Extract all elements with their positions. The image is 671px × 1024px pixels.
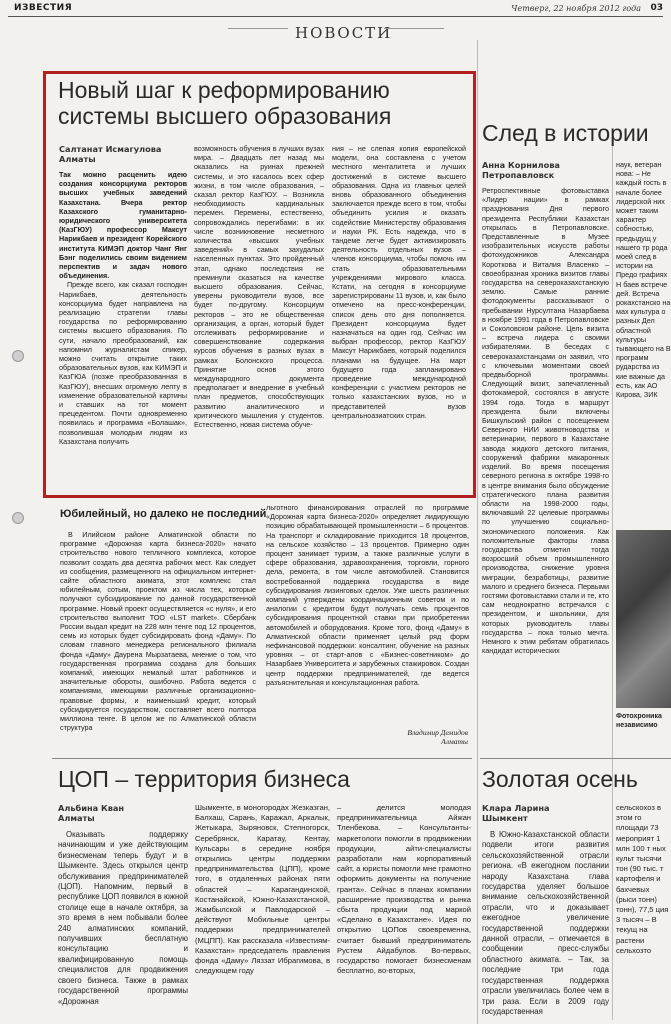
side-article-2-title: Золотая осень (482, 766, 638, 792)
article-3-title: ЦОП – территория бизнеса (58, 766, 350, 792)
issue-date: Четверг, 22 ноября 2012 года (511, 4, 641, 13)
author-city: Шымкент (482, 813, 528, 823)
section-divider (480, 758, 671, 759)
edge-column-1 (616, 160, 671, 522)
section-rule-right (384, 28, 444, 29)
article-paragraph: наук, ветеран нова: – Не каждый гость в начале более лидерской них может таким характер собностью, предыдущ у нашего тр рода моей след в истории на Предо графиях Н баев встрече дей. Встреча рокахстанско на мах культура о разных Дел областной культуры тывающего на В программ рударства из кие важные да есть, как АО Кирова, ЗИК (616, 160, 671, 400)
article-2-col-2 (266, 503, 469, 723)
author-name: Анна Корнилова (482, 160, 560, 170)
author-city: Петропавловск (482, 170, 555, 180)
side-article-2-body (482, 830, 609, 1024)
article-3-col-3 (337, 803, 471, 1024)
binder-hole (12, 350, 24, 362)
article-paragraph: Ретроспективные фотовыставка «Лидер нации» в рамках празднования Дня первого президента Республики Казахстан открылась в Петропавловске. Представленные в Музее изобразительных искусств работы фотохудожников Александра Короткова и Виталия Власенко – своеобразная хроника визитов главы государства на североказахстанскую землю. Самые ранние фотодокументы рассказывают о пребывании Нурсултана Назарбаева в ноябре 1991 года в Петропавловске и Соколовском районе. Цель визита – встреча лидера с своими избирателями. В беседах с североказахстанцами он заявил, что с ключевыми моментами своей предвыборной программы. Следующий визит, запечатленный фотокамерой, состоялся в августе 1994 года. Тогда в маршрут президента были включены Бишкульский район с посещением Северного НИИ животноводства и ветеринарии, первого в Казахстане завода жидкого детского питания, сооружений фабрики макаронных изделий. Во время посещения северного региона в октябре 1998-го в центре внимания было обсуждение стратегического плана развития области на 1998-2000 годы, включавший 22 целевые программы по улучшению социально-экономического положения. Как положительные факторы глава государства отметил тогда возросший объем промышленного производства, снижение уровня миграции, безработицы, развитие малого и среднего бизнеса. Первыми гостями фотовыставки стали и те, кто сам неоднократно встречался с президентом, и школьники, для которых руководитель главы государства – пока только мечта. Немного к этим ребятам обратилась кандидат исторических (482, 186, 609, 656)
article-2-col-1 (60, 530, 256, 754)
masthead: ИЗВЕСТИЯ (14, 3, 73, 13)
signature-city: Алматы (441, 737, 468, 746)
article-paragraph: льготного финансирования отраслей по программе «Дорожная карта бизнеса-2020» определяет лидирующую позицию обрабатывающей промышленности – 6 процентов. На транспорт и складирование приходится 18 процентов, на сельское хозяйство – 13 процентов. Примерно один процент занимает туризм, а также различные услуги в сфере образования, здравоохранения, торговли, горного дела, ремонта, в том числе автомобилей. Становится востребованной поддержка государства в виде субсидирования лизинговых сделок. Уже шесть различных компаний утверждены координационным советом и по аналогии с кредитом будут получать семь процентов субсидирования процентной ставки при приобретении автомобилей и оборудования. Кроме того, фонд «Даму» в Алматинской области применяет целый ряд форм нефинансовой поддержки: консалтинг, обучение на разных уровнях – от старт-апов с «Бизнес-советником» до Назарбаев Университета и зарубежных стажировок. Создан центр поддержки предпринимателей, где ведется разъяснительная и консультационная работа. (266, 503, 469, 687)
article-paragraph: Прежде всего, как сказал господин Нарикбаев, деятельность консорциума будет направлена на реализацию стратегии главы государства по реформированию системы высшего образования. По сути, начало преобразований, как напомнил журналистам спикер, можно считать открытие таких образовательных вузов, как КИМЭП и КазГЮА (позже преобразованная в КазГЮУ), внесших огромную лепту в изменение образовательной картины и ставших на тот момент прецедентом. Почти одновременно появилась и программа «Болашак», позволившая молодым людям из Казахстана получить (59, 280, 187, 446)
author-name: Клара Ларина (482, 803, 550, 813)
main-article-col-2 (194, 144, 324, 490)
author-name: Салтанат Исмагулова (59, 144, 162, 154)
photo-caption: Фотохроника независимо (616, 713, 662, 729)
article-paragraph: В Илийском районе Алматинской области по программе «Дорожная карта бизнеса-2020» начато строительство нового тепличного комплекса, которое позволит создать два десятка рабочих мест. Как следует из сообщения, размещенного на официальном интернет-сайте областного акимата, этот комплекс стал юбилейным, сотым, проектом из числа тех, которые получают субсидирование по данной государственной программе. Новый проект осуществляется «с нуля», и его строительство выполнит ТОО «LST market». Сбербанк России выдал кредит на 228 млн тенге под 12 процентов, семь из которых будет субсидировать фонд «Даму». По словам главного менеджера регионального филиала фонда «Даму» Даурена Мырзатаева, мнение о том, что государственная программа создана для больших компаний, имеющих немалый штат работников и значительные обороты, ошибочно. Работа ведется с компаниями, имеющими различные организационно-правовые формы, и наименьший кредит, который субсидируется государством, составляет всего полтора миллиона тенге. В целом же по Алматинской области структура (60, 530, 256, 733)
article-paragraph: сельскохоз в этом го площади 73 мероприят 1 млн 100 т ных культ тысячи тон (90 тыс. т картофеля и бахчевых (рыси тонн) тонн), 77,5 ция 3 тысяч – В текущ на растени сельхозто (616, 803, 669, 955)
article-paragraph: ния – не слепая копия европейской модели, она составлена с учетом местного менталитета и лучших достижений в системе высшего образования. Одна из главных целей вновь образованного объединения заключается прежде всего в том, чтобы объединить усилия и оказать содействие Министерству образования и науки РК. Есть надежда, что в тандеме легче будет активизировать деятельность отдельных вузов – членов консорциума, чтобы помочь им стать образовательными учреждениями мирового класса. Кстати, на сегодня в консорциуме зарегистрированы 11 вузов, и, как было отмечено на пресс-конференции, список день ото дня пополняется. Президент консорциума будет назначаться на один год. Сейчас им выбран профессор, ректор КазГЮУ Максут Нарикбаев, который поделился планами на будущее. На март будущего года запланировано проведение международной конференции с участием ректоров не только казахстанских вузов, но и представителей вузов центральноазиатских стран. (332, 144, 466, 420)
article-paragraph: В Южно-Казахстанской области подвели итоги развития сельскохозяйственной отрасли региона. «В ежегодном послании народу Казахстана глава государства уделяет большое внимание сельскохозяйственной отрасли, что и доказывает ежегодное увеличение государственной поддержки данной отрасли, – отмечается в сообщении пресс-службы областного акимата. – Так, за последние три года государственная поддержка отрасли увеличилась более чем в три раза. Если в 2009 году государственная (482, 830, 609, 1016)
article-2-headline: Юбилейный, но далеко не последний (60, 508, 267, 520)
main-article-byline (59, 144, 187, 164)
article-2-signature (330, 728, 468, 746)
page-header (8, 3, 663, 17)
news-photo (616, 530, 671, 708)
author-city: Алматы (58, 813, 95, 823)
article-lead: Так можно расценить идею создания консорциума ректоров высших учебных заведений Казахстана. Вчера ректор Казахского гуманитарно-юридического университета (КазГЮУ) профессор Максут Нарикбаев и президент Корейского института КИМЭП доктор Чанг Янг Бэнг поделились своим видением перспектив и задач нового объединения. (59, 170, 187, 281)
article-paragraph: Шымкенте, в моногородах Жезказган, Балхаш, Сарань, Каражал, Аркалык, Жетыкара, Зыряновск, Степногорск, Серебрянск, Каратау, Кентау, Кульсары в середине ноября открылись центры поддержки предпринимательства (ЦПП), кроме того, в отдаленных районах пяти областей – Карагандинской, Костанайской, Южно-Казахстанской, Жамбылской и Павлодарской – действуют Мобильные центры поддержки предпринимателей (МЦПП). Как рассказала «Известиям-Казахстан» председатель правления фонда «Даму» Ляззат Ибрагимова, в следующем году (195, 803, 330, 976)
signature-name: Владимир Демидов (407, 728, 468, 737)
author-city: Алматы (59, 154, 96, 164)
edge-column-2 (616, 803, 671, 1024)
side-article-1-byline (482, 160, 607, 180)
article-3-byline (58, 803, 188, 823)
article-paragraph: Оказывать поддержку начинающим и уже действующим бизнесменам теперь будут и в Шымкенте. Здесь открылся центр обслуживания предпринимателей (ЦОП). Напомним, первый в республике ЦОП появился в южной столице еще в начале октября, за это время в нем побывали более 240 алматинских компаний, получивших бесплатную консультацию и квалифицированную помощь специалистов для продвижения своего бизнеса. Также в рамках государственной программы «Дорожная (58, 830, 188, 1006)
side-article-1-body (482, 186, 609, 752)
section-rule-left (228, 28, 288, 29)
author-name: Альбина Кван (58, 803, 125, 813)
binder-hole (12, 512, 24, 524)
column-divider (612, 140, 613, 1020)
main-article-title: Новый шаг к реформированию системы высшего образования (58, 77, 392, 129)
article-3-col-1 (58, 830, 188, 1024)
page-number: 03 (650, 3, 663, 13)
main-article-col-1 (59, 170, 187, 490)
main-article-col-3 (332, 144, 466, 490)
article-paragraph: – делится молодая предпринимательница Айжан Тленбекова. – Консультанты-маркетологи помогли в продвижении продукции, айти-специалисты разработали нам корпоративный сайт, а юристы помогли мне грамотно оформить документы на получение гранта». Сейчас в планах компании расширение производства и рынка сбыта продукции под маркой «Сделано в Казахстане». Идея по открытию ЦОПов своевременна, считает бывший предприниматель Рустем Айдабулов. Во-первых, государство помогает бизнесменам бесплатно, во-вторых, (337, 803, 471, 976)
side-article-2-byline (482, 803, 607, 823)
side-article-1-title: След в истории (482, 120, 649, 146)
section-divider (52, 758, 472, 759)
article-paragraph: возможность обучения в лучших вузах мира. – Двадцать лет назад мы оказались на руинах прежней системы, и это касалось всех сфер жизни, в том числе образования, – сказал ректор КазГЮУ. – Возникла необходимость кардинальных перемен. Перемены, естественно, сопровождались перегибами: в их числе возникновение несметного количества «высших учебных заведений» в самых захудалых населенных пунктах. Это пройденный этап, однако последствия не преминули сказаться на качестве высшего образования. Сейчас, уверены руководители вузов, все будет по-другому. Консорциум ректоров – это не общественная организация, а орган, который будет отслеживать реформирование и совершенствование содержания курсов обучения в разных вузах в рамках Болонского процесса. Принятие основ этого международного документа предполагает и внедрение в учебный план предметов, способствующих развитию аналитического и критического мышления у студентов. Естественно, новая система обуче- (194, 144, 324, 430)
column-divider (477, 40, 478, 1024)
section-title: НОВОСТИ (295, 24, 393, 42)
article-3-col-2 (195, 803, 330, 1024)
